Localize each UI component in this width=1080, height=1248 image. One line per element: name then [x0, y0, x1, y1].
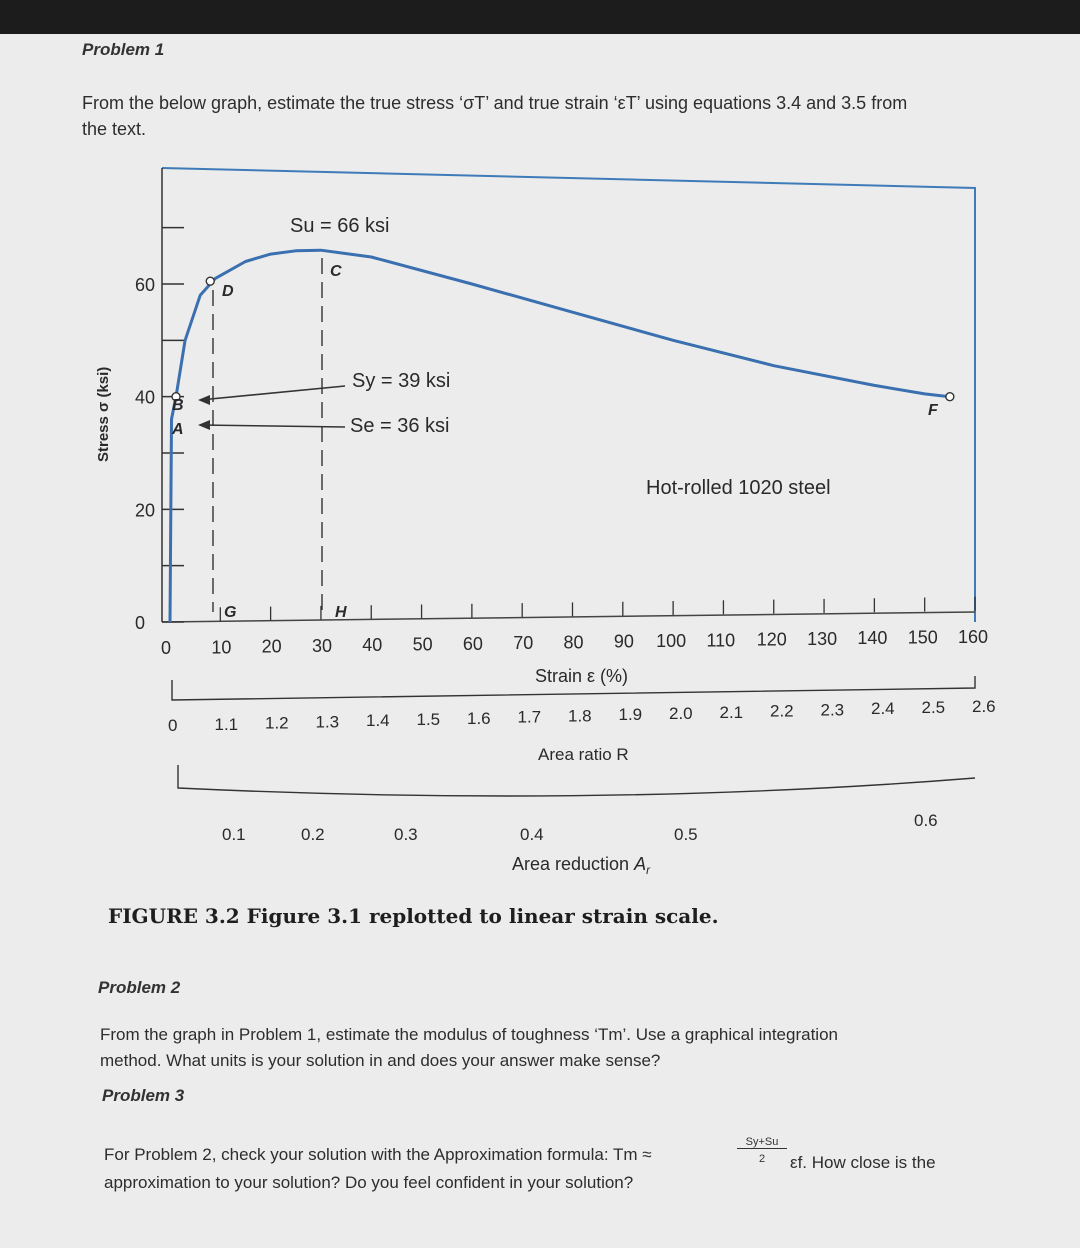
area-ratio-tick-label: 1.1 [214, 714, 239, 734]
formula-numerator: Sy+Su [737, 1136, 787, 1149]
x-tick-label: 110 [706, 630, 736, 651]
problem2-heading: Problem 2 [98, 978, 181, 997]
area-ratio-tick-label: 1.4 [366, 711, 390, 731]
x-tick-label: 130 [807, 628, 838, 649]
problem3-heading: Problem 3 [102, 1086, 185, 1105]
area-ratio-tick-label: 0 [168, 716, 178, 735]
area-reduction-tick-label: 0.4 [520, 825, 544, 844]
x-tick-label: 90 [613, 631, 634, 652]
plot-frame [162, 168, 975, 622]
area-ratio-tick-label: 2.6 [972, 696, 996, 716]
figure-caption: FIGURE 3.2 Figure 3.1 replotted to linear strain scale. [108, 904, 719, 928]
area-ratio-tick-label: 1.2 [265, 713, 289, 733]
x-tick-label: 150 [907, 627, 938, 648]
area-ratio-tick-label: 1.3 [315, 712, 340, 732]
sy-leader-line [200, 386, 345, 400]
area-reduction-tick-label: 0.5 [674, 825, 698, 844]
se-annotation: Se = 36 ksi [350, 415, 450, 437]
y-axis-label: Stress σ (ksi) [95, 366, 112, 462]
x-tick-label: 20 [261, 636, 282, 657]
problem3-text-line1a: For Problem 2, check your solution with the Approximation formula: Tm ≈ [104, 1145, 652, 1164]
point-label-g: G [224, 604, 237, 621]
x-axis-label: Strain ε (%) [535, 666, 629, 686]
problem2-text-line2: method. What units is your solution in and does your answer make sense? [100, 1051, 661, 1070]
point-label-b: B [172, 397, 184, 414]
formula-denominator: 2 [758, 1153, 766, 1165]
point-label-h: H [335, 604, 347, 621]
problem2-text-line1: From the graph in Problem 1, estimate the modulus of toughness ‘Tm’. Use a graphical integration [100, 1025, 838, 1044]
area-ratio-tick-label: 2.1 [719, 702, 744, 722]
x-tick-label: 30 [311, 635, 332, 656]
point-label-d: D [222, 283, 234, 300]
point-label-c: C [330, 263, 342, 280]
material-label: Hot-rolled 1020 steel [646, 477, 831, 499]
stress-strain-curve [170, 250, 950, 622]
x-tick-label: 10 [211, 637, 232, 658]
x-tick-label: 60 [462, 633, 483, 654]
x-tick-label: 40 [362, 635, 383, 656]
area-reduction-tick-label: 0.3 [394, 825, 418, 844]
area-ratio-tick-label: 1.7 [517, 707, 542, 727]
area-ratio-tick-label: 2.5 [921, 698, 946, 717]
problem1-text-line1: From the below graph, estimate the true stress ‘σT’ and true strain ‘εT’ using equations 3.4 and 3.5 from [82, 93, 908, 113]
x-tick-label: 0 [161, 638, 172, 658]
area-reduction-tick-label: 0.1 [222, 825, 246, 844]
area-reduction-tick-label: 0.6 [914, 811, 938, 830]
sy-annotation: Sy = 39 ksi [352, 370, 451, 392]
area-ratio-tick-label: 1.9 [618, 705, 643, 725]
area-ratio-tick-label: 2.0 [669, 704, 693, 723]
y-tick-label: 40 [135, 387, 156, 408]
area-ratio-tick-label: 2.2 [770, 701, 794, 721]
x-tick-label: 100 [656, 631, 687, 651]
area-reduction-tick-label: 0.2 [301, 825, 325, 844]
problem1-text-line2: the text. [82, 119, 147, 139]
x-tick-label: 160 [958, 626, 989, 647]
y-tick-label: 60 [135, 275, 156, 295]
sy-arrowhead [198, 395, 210, 405]
y-tick-label: 20 [135, 500, 156, 521]
problem1-heading: Problem 1 [82, 40, 165, 59]
area-ratio-tick-label: 1.8 [568, 706, 592, 726]
x-tick-label: 70 [513, 633, 534, 654]
point-label-a: A [172, 421, 184, 438]
x-tick-label: 120 [756, 629, 787, 650]
se-arrowhead [198, 420, 210, 430]
area-reduction-subscript: r [646, 863, 651, 877]
x-tick-label: 50 [412, 634, 433, 655]
problem3-text-line1b: εf. How close is the [790, 1153, 936, 1172]
area-reduction-symbol: A [634, 854, 647, 874]
se-leader-line [200, 425, 345, 427]
area-ratio-tick-label: 2.4 [871, 699, 895, 719]
curve-point-marker [206, 277, 214, 285]
problem3-text-line2: approximation to your solution? Do you feel confident in your solution? [104, 1173, 634, 1192]
area-ratio-tick-label: 1.6 [467, 708, 491, 728]
point-label-f: F [928, 402, 938, 419]
area-ratio-tick-label: 2.3 [820, 700, 845, 720]
su-annotation: Su = 66 ksi [290, 215, 390, 237]
x-axis-line [162, 612, 975, 622]
y-tick-label: 0 [135, 613, 146, 633]
area-reduction-axis-label: Area reduction $A_r$ [512, 854, 651, 877]
area-reduction-axis-line [178, 765, 975, 796]
x-tick-label: 140 [857, 628, 888, 649]
curve-point-marker [946, 393, 954, 401]
area-ratio-axis-label: Area ratio R [538, 745, 629, 764]
area-ratio-tick-label: 1.5 [416, 710, 441, 729]
x-tick-label: 80 [563, 632, 584, 653]
